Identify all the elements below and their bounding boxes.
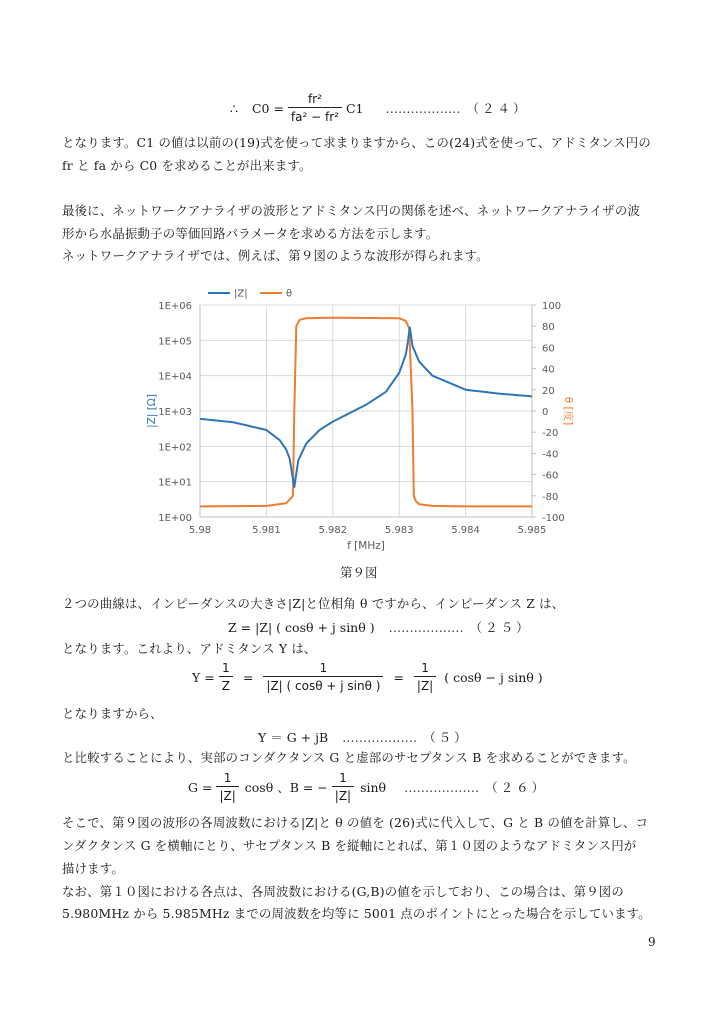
y-left-tick-label: 1E+06 — [158, 301, 192, 312]
page-number: 9 — [648, 935, 656, 949]
x-tick-label: 5.983 — [384, 525, 414, 536]
equation-lhs: G = — [188, 779, 213, 795]
y-left-tick-label: 1E+04 — [158, 371, 192, 383]
equation-body: Z = |Z| ( cosθ + j sinθ ) — [228, 619, 375, 635]
paragraph-line: ２つの曲線は、インピーダンスの大きさ|Z|と位相角 θ ですから、インピーダンス Z は、 — [62, 596, 565, 611]
equation-26 — [188, 771, 547, 803]
y-right-tick-label: 0 — [542, 407, 549, 418]
equation-number: （２４） — [466, 101, 529, 116]
y-right-tick-label: -20 — [542, 428, 559, 440]
fraction-numerator: 1 — [222, 661, 230, 675]
y-left-axis-label: |Z| [Ω] — [146, 394, 158, 428]
paragraph-line: となりますから、 — [62, 706, 163, 721]
x-tick-label: 5.98 — [188, 525, 212, 536]
fraction-denominator: |Z| — [216, 786, 238, 803]
y-right-tick-label: 40 — [542, 364, 555, 376]
fraction-numerator: 1 — [339, 771, 347, 785]
equation-lhs: Y = — [192, 669, 215, 685]
y-right-tick-label: -80 — [542, 491, 559, 503]
chart-series — [200, 318, 532, 507]
fraction-denominator: |Z| — [332, 786, 354, 803]
chart-labels — [146, 301, 575, 552]
paragraph-line: ンダクタンス G を横軸にとり、サセプタンス B を縦軸にとれば、第１０図のようなアドミタンス円が — [62, 838, 637, 853]
series-theta-line — [200, 318, 532, 507]
fraction — [414, 661, 436, 693]
equation-24 — [230, 92, 529, 124]
paragraph-line: なお、第１０図における各点は、各周波数における(G,B)の値を示しており、この場合は、第９図の — [62, 884, 624, 899]
fraction — [288, 92, 342, 124]
fraction-denominator: Z — [219, 676, 233, 693]
y-left-tick-label: 1E+05 — [158, 336, 192, 348]
chart-legend — [208, 289, 292, 300]
equals-sign: = — [242, 669, 254, 685]
paragraph-line: ネットワークアナライザでは、例えば、第９図のような波形が得られます。 — [62, 248, 489, 263]
series-z-line — [200, 328, 532, 488]
y-right-tick-label: 80 — [542, 322, 555, 334]
equation-number: （５） — [423, 730, 470, 745]
fraction — [219, 661, 233, 693]
paragraph-line: となります。C1 の値は以前の(19)式を使って求まりますから、この(24)式を使って、アドミタンス円の — [62, 135, 651, 150]
x-tick-label: 5.981 — [252, 525, 281, 536]
equation-middle: cosθ 、B = − — [244, 780, 328, 795]
equals-sign: = — [393, 669, 404, 685]
fraction-numerator: 1 — [421, 661, 429, 675]
fraction-numerator: fr² — [307, 92, 322, 106]
paragraph-line: 形から水晶振動子の等価回路パラメータを求める方法を示します。 — [62, 226, 439, 241]
equation-lhs: C0 = — [251, 100, 284, 116]
legend-label-z: |Z| — [234, 288, 248, 300]
fraction-numerator: 1 — [223, 771, 232, 785]
paragraph-line: 描けます。 — [62, 861, 124, 876]
equation-5 — [258, 728, 470, 746]
equation-tail: C1 — [345, 100, 364, 116]
paragraph-line: そこで、第９図の波形の各周波数における|Z|と θ の値を (26)式に代入して、G と B の値を計算し、コ — [62, 815, 649, 830]
y-left-tick-label: 1E+03 — [158, 407, 192, 418]
therefore-symbol: ∴ — [230, 100, 238, 116]
equation-25 — [228, 618, 532, 636]
fraction — [263, 661, 383, 693]
y-left-tick-label: 1E+00 — [158, 513, 192, 524]
equation-leader-dots: ……………… — [342, 729, 418, 745]
x-axis-label: f [MHz] — [347, 540, 385, 552]
legend-label-theta: θ — [286, 288, 293, 300]
fraction — [216, 771, 238, 803]
y-right-tick-label: 20 — [542, 385, 555, 397]
figure-caption: 第９図 — [340, 565, 378, 580]
equation-tail: sinθ — [360, 779, 387, 795]
chart-grid — [200, 305, 532, 517]
fraction-denominator: |Z| ( cosθ + j sinθ ) — [263, 676, 383, 693]
equation-number: （２６） — [485, 780, 548, 795]
x-tick-label: 5.985 — [517, 525, 547, 536]
y-right-axis-label: θ [度] — [562, 396, 574, 426]
y-left-tick-label: 1E+01 — [158, 477, 192, 489]
equation-leader-dots: ……………… — [388, 619, 464, 635]
paragraph-line: と比較することにより、実部のコンダクタンス G と虚部のサセプタンス B を求めることができます。 — [62, 750, 636, 765]
equation-leader-dots: ……………… — [385, 100, 461, 116]
y-right-tick-label: -40 — [542, 449, 559, 461]
y-right-tick-label: 100 — [542, 301, 562, 312]
equation-body: Y ＝ G + jB — [258, 730, 329, 745]
paragraph-line: となります。これより、アドミタンス Y は、 — [62, 641, 317, 656]
y-right-tick-label: 60 — [542, 343, 555, 355]
y-right-tick-label: -60 — [542, 470, 559, 482]
paragraph-line: 最後に、ネットワークアナライザの波形とアドミタンス円の関係を述べ、ネットワークアナライザの波 — [62, 203, 641, 218]
equation-admittance — [192, 661, 543, 693]
fraction-denominator: |Z| — [414, 676, 436, 693]
y-right-tick-label: -100 — [542, 513, 565, 524]
fraction-numerator: 1 — [319, 661, 328, 675]
fraction — [332, 771, 354, 803]
equation-tail: ( cosθ − j sinθ ) — [444, 669, 543, 685]
x-tick-label: 5.982 — [318, 525, 348, 536]
paragraph-line: 5.980MHz から 5.985MHz までの周波数を均等に 5001 点のポイントにとった場合を示しています。 — [62, 906, 651, 921]
fraction-denominator: fa² − fr² — [288, 107, 342, 124]
equation-leader-dots: ……………… — [404, 779, 480, 795]
y-left-tick-label: 1E+02 — [158, 442, 192, 454]
equation-number: （２５） — [469, 620, 532, 635]
impedance-phase-chart — [0, 278, 724, 568]
x-tick-label: 5.984 — [451, 525, 480, 536]
paragraph-line: fr と fa から C0 を求めることが出来ます。 — [62, 158, 312, 173]
